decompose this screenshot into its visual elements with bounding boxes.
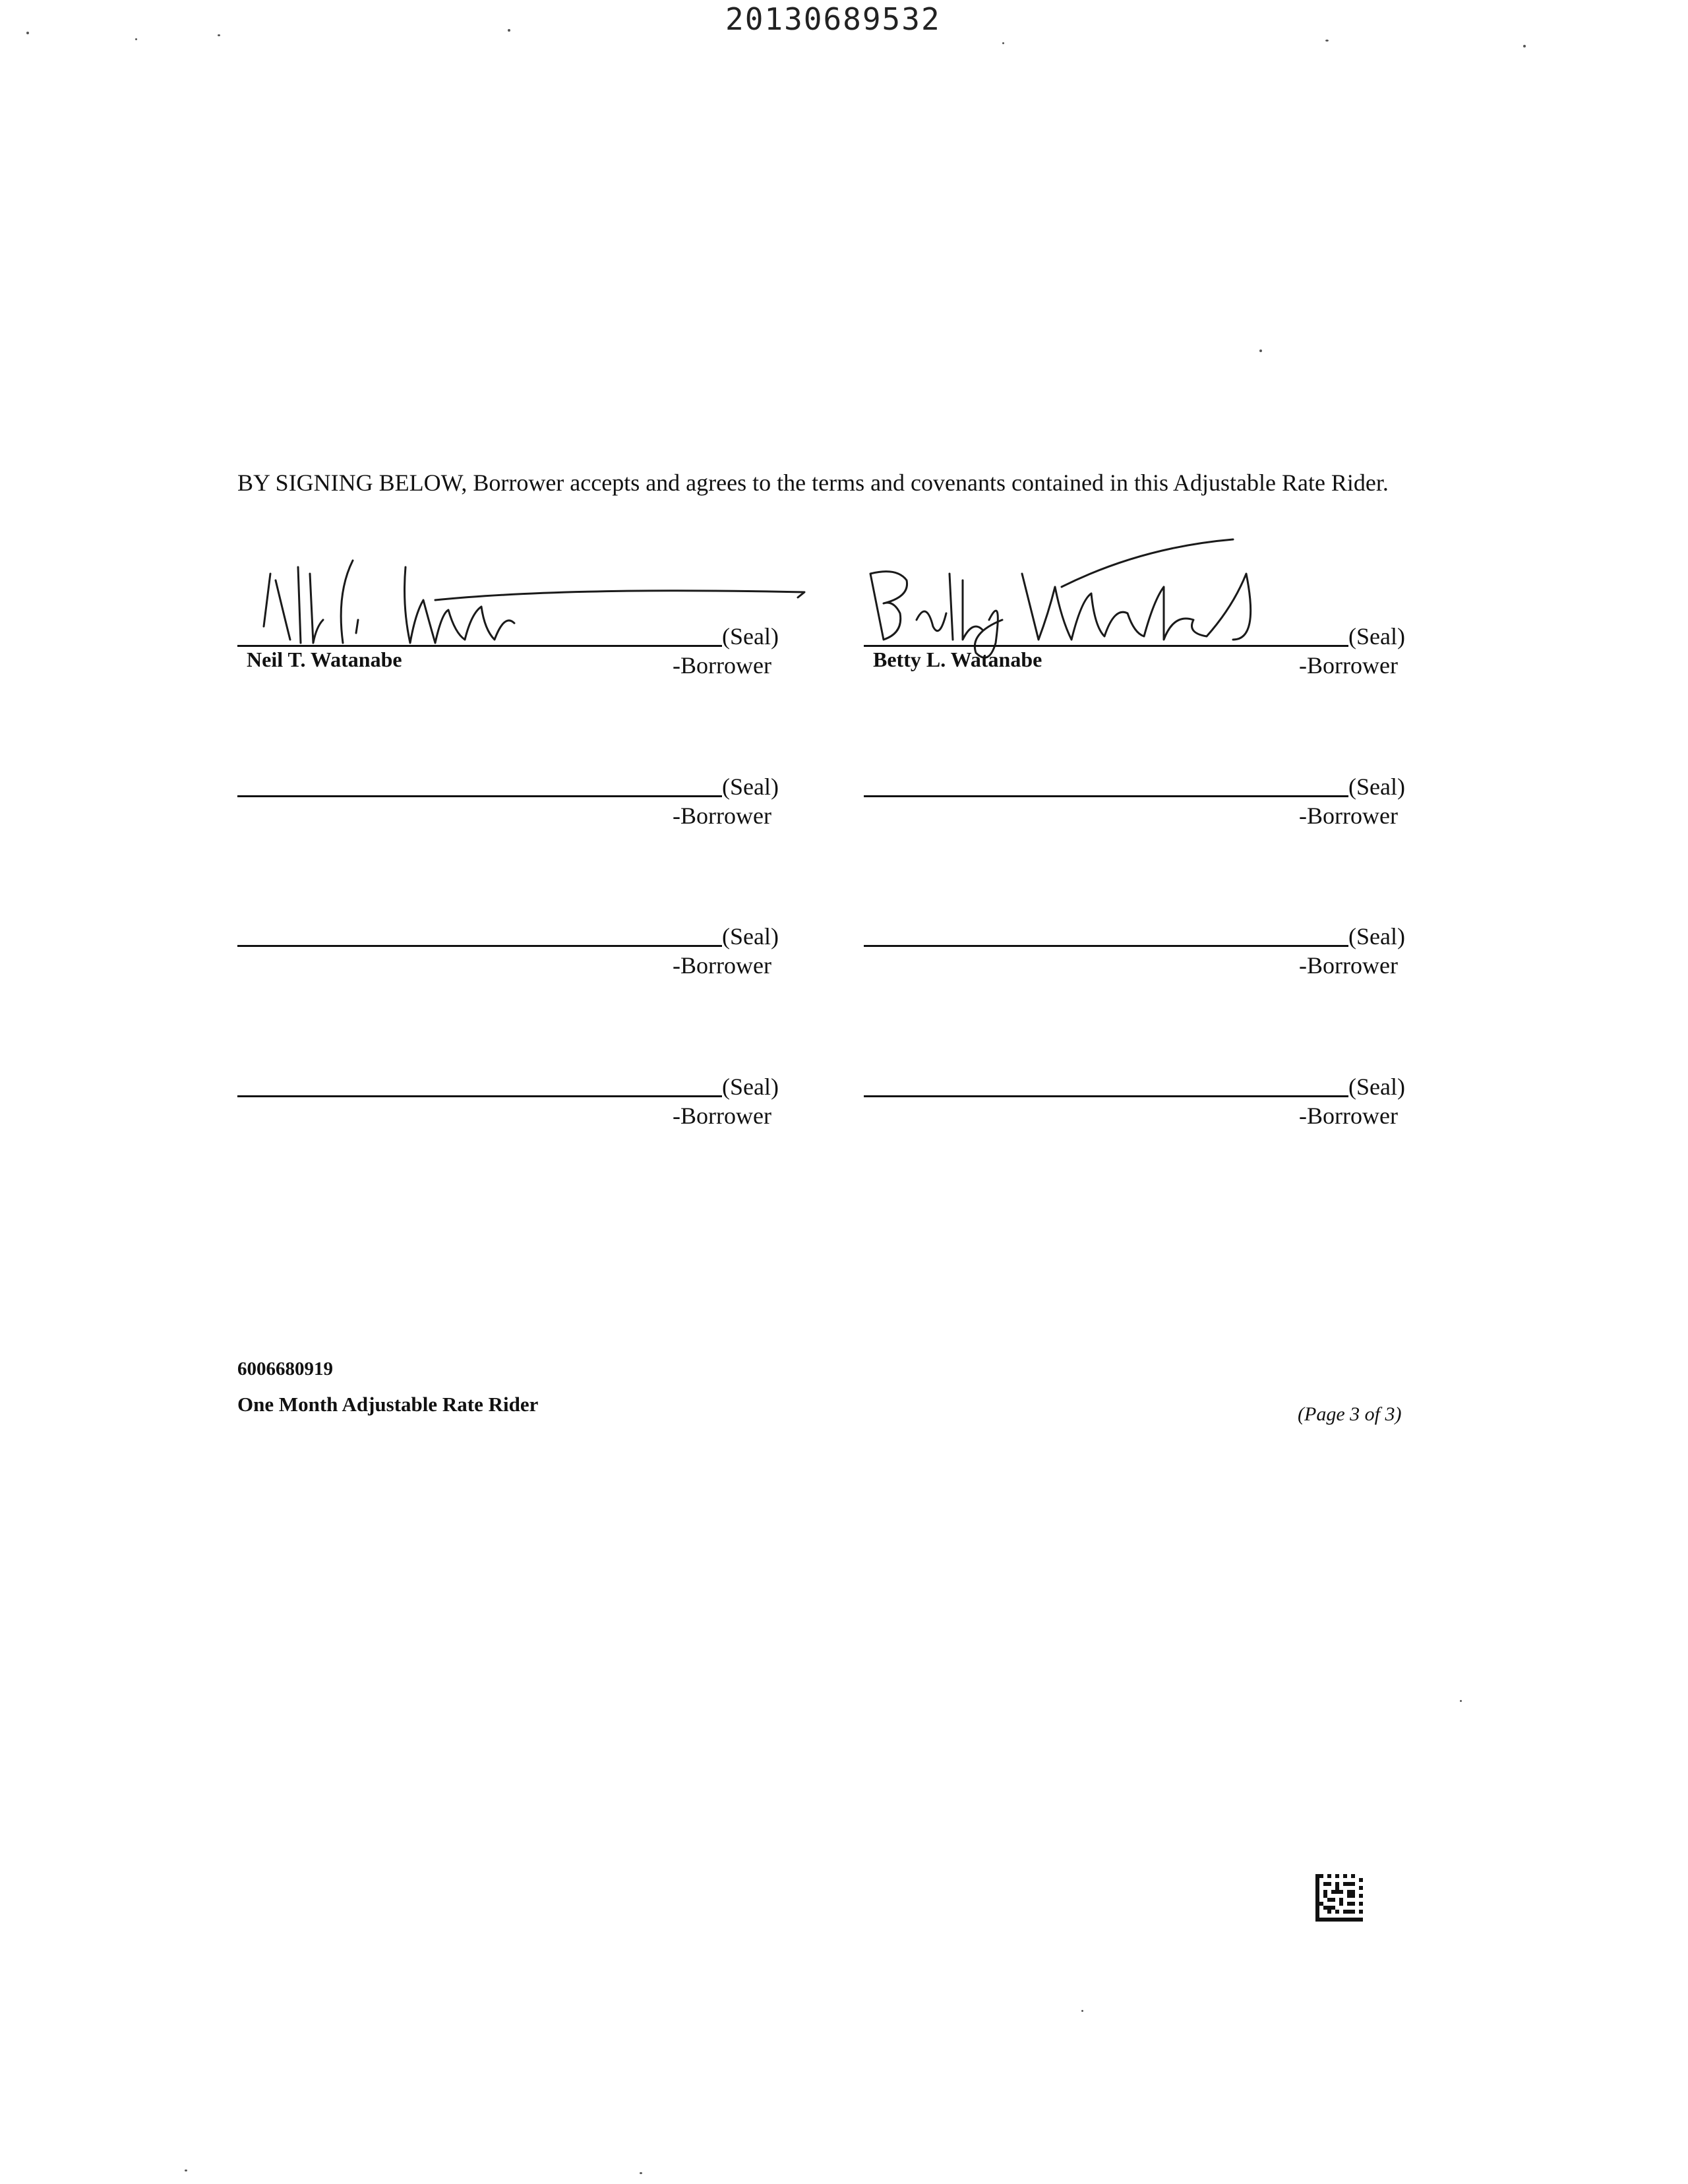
seal-label: (Seal) bbox=[1348, 1074, 1405, 1100]
seal-label: (Seal) bbox=[1348, 774, 1405, 800]
signature-block-borrower-1 bbox=[237, 620, 785, 679]
seal-label: (Seal) bbox=[722, 623, 779, 650]
scan-speck bbox=[1002, 42, 1004, 44]
signer-name: Neil T. Watanabe bbox=[247, 648, 402, 671]
signer-name: Betty L. Watanabe bbox=[873, 648, 1042, 671]
borrower-role: -Borrower bbox=[673, 803, 771, 829]
signature-block-borrower-7 bbox=[237, 1070, 785, 1130]
signature-block-borrower-2 bbox=[864, 620, 1411, 679]
signature-line bbox=[864, 945, 1348, 947]
seal-label: (Seal) bbox=[1348, 923, 1405, 950]
borrower-role: -Borrower bbox=[1299, 1103, 1398, 1129]
form-title: One Month Adjustable Rate Rider bbox=[237, 1393, 539, 1416]
borrower-role: -Borrower bbox=[673, 652, 771, 679]
borrower-role: -Borrower bbox=[1299, 652, 1398, 679]
scan-speck bbox=[1325, 40, 1329, 42]
scan-speck bbox=[135, 38, 137, 40]
scan-speck bbox=[26, 32, 29, 34]
page-indicator: (Page 3 of 3) bbox=[1298, 1403, 1402, 1425]
borrower-role: -Borrower bbox=[673, 1103, 771, 1129]
signature-block-borrower-4 bbox=[864, 770, 1411, 830]
signature-line bbox=[864, 795, 1348, 797]
signature-block-borrower-6 bbox=[864, 920, 1411, 979]
scan-speck bbox=[1259, 349, 1262, 352]
scan-speck bbox=[1523, 45, 1526, 47]
signature-block-borrower-5 bbox=[237, 920, 785, 979]
signature-block-borrower-3 bbox=[237, 770, 785, 830]
signature-line bbox=[237, 1095, 722, 1097]
signature-line bbox=[864, 645, 1348, 647]
borrower-role: -Borrower bbox=[673, 952, 771, 979]
signature-line bbox=[237, 795, 722, 797]
seal-label: (Seal) bbox=[1348, 623, 1405, 650]
signature-block-borrower-8 bbox=[864, 1070, 1411, 1130]
loan-number: 6006680919 bbox=[237, 1358, 333, 1380]
signature-line bbox=[237, 945, 722, 947]
document-number: 20130689532 bbox=[725, 1, 941, 37]
scan-speck bbox=[1081, 2010, 1083, 2012]
scan-speck bbox=[640, 2172, 642, 2174]
scan-speck bbox=[1460, 1700, 1462, 1702]
acceptance-statement: BY SIGNING BELOW, Borrower accepts and agrees to the terms and covenants contained in this Adjustable Rate Rider. bbox=[237, 470, 1389, 496]
signature-line bbox=[864, 1095, 1348, 1097]
seal-label: (Seal) bbox=[722, 774, 779, 800]
borrower-role: -Borrower bbox=[1299, 952, 1398, 979]
seal-label: (Seal) bbox=[722, 1074, 779, 1100]
scan-speck bbox=[185, 2169, 187, 2171]
signature-line bbox=[237, 645, 722, 647]
borrower-role: -Borrower bbox=[1299, 803, 1398, 829]
seal-label: (Seal) bbox=[722, 923, 779, 950]
scan-speck bbox=[218, 34, 220, 36]
scan-speck bbox=[508, 29, 510, 32]
datamatrix-barcode-icon bbox=[1315, 1874, 1363, 1922]
